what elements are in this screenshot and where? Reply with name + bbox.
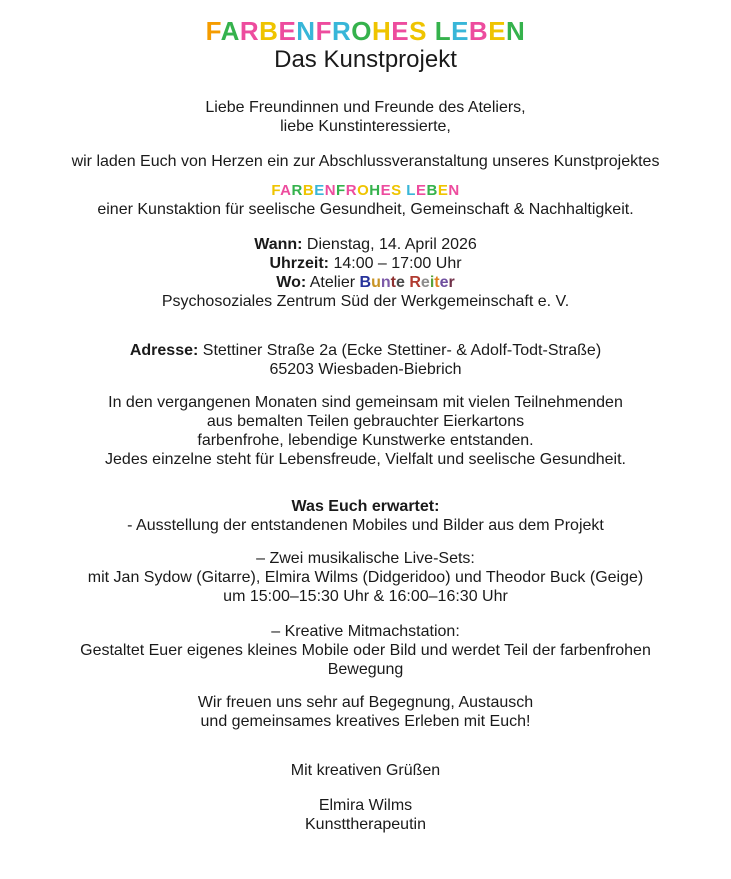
live-sets-times: um 15:00–15:30 Uhr & 16:00–16:30 Uhr xyxy=(223,588,508,605)
address-label: Adresse: xyxy=(129,342,199,359)
project-subtitle: einer Kunstaktion für seelische Gesundheit, Gemeinschaft & Nachhaltigkeit. xyxy=(97,201,634,218)
greeting xyxy=(0,98,731,136)
atelier-name: Bunte Reiter xyxy=(359,274,455,291)
intro-line: wir laden Euch von Herzen ein zur Abschlussveranstaltung unseres Kunstprojektes xyxy=(71,153,660,170)
signature-name: Elmira Wilms xyxy=(318,797,413,814)
page-title: FARBENFROHES LEBEN xyxy=(205,16,526,46)
signature-role: Kunsttherapeutin xyxy=(305,816,426,833)
event-details xyxy=(0,235,731,311)
wo-line xyxy=(0,273,731,292)
address-block xyxy=(0,341,731,379)
signoff: Mit kreativen Grüßen xyxy=(290,762,441,779)
description-line-1: In den vergangenen Monaten sind gemeinsam mit vielen Teilnehmenden xyxy=(108,394,623,411)
uhrzeit-label: Uhrzeit: xyxy=(269,255,329,272)
page-subtitle: Das Kunstprojekt xyxy=(274,46,457,73)
uhrzeit-value: 14:00 – 17:00 Uhr xyxy=(329,255,462,272)
organization-line: Psychosoziales Zentrum Süd der Werkgemeinschaft e. V. xyxy=(161,293,570,310)
project-title: FARBENFROHES LEBEN xyxy=(271,182,460,199)
description-line-2: aus bemalten Teilen gebrauchter Eierkartons xyxy=(206,413,525,430)
address-line-1 xyxy=(0,341,731,360)
wann-label: Wann: xyxy=(254,236,303,253)
craft-station-line-1: Gestaltet Euer eigenes kleines Mobile oder Bild und werdet Teil der farbenfrohen xyxy=(80,642,651,659)
wann-line xyxy=(0,235,731,254)
exhibition-item: - Ausstellung der entstandenen Mobiles und Bilder aus dem Projekt xyxy=(127,517,604,534)
wann-value: Dienstag, 14. April 2026 xyxy=(302,236,477,253)
expectations-heading: Was Euch erwartet: xyxy=(291,498,440,515)
craft-station-title: – Kreative Mitmachstation: xyxy=(271,623,460,640)
craft-station-line-2: Bewegung xyxy=(327,661,404,678)
closing-line-2: und gemeinsames kreatives Erleben mit Euch! xyxy=(200,713,531,730)
wo-value: Atelier xyxy=(306,274,360,291)
closing-line-1: Wir freuen uns sehr auf Begegnung, Austausch xyxy=(197,694,534,711)
wo-label: Wo: xyxy=(276,274,307,291)
greeting-line-1: Liebe Freundinnen und Freunde des Ateliers, xyxy=(205,99,526,116)
closing-lines xyxy=(0,693,731,731)
uhrzeit-line xyxy=(0,254,731,273)
live-sets-musicians: mit Jan Sydow (Gitarre), Elmira Wilms (Didgeridoo) und Theodor Buck (Geige) xyxy=(87,569,644,586)
live-sets-block xyxy=(0,549,731,606)
address-street: Stettiner Straße 2a (Ecke Stettiner- & Adolf-Todt-Straße) xyxy=(198,342,602,359)
expectations-block xyxy=(0,497,731,535)
signature-block xyxy=(0,796,731,834)
live-sets-title: – Zwei musikalische Live-Sets: xyxy=(256,550,475,567)
project-title-block xyxy=(0,181,731,219)
craft-station-block xyxy=(0,622,731,679)
description-line-4: Jedes einzelne steht für Lebensfreude, Vielfalt und seelische Gesundheit. xyxy=(105,451,626,468)
address-line-2: 65203 Wiesbaden-Biebrich xyxy=(269,361,462,378)
greeting-line-2: liebe Kunstinteressierte, xyxy=(280,118,451,135)
description-line-3: farbenfrohe, lebendige Kunstwerke entstanden. xyxy=(197,432,534,449)
project-description xyxy=(0,393,731,469)
